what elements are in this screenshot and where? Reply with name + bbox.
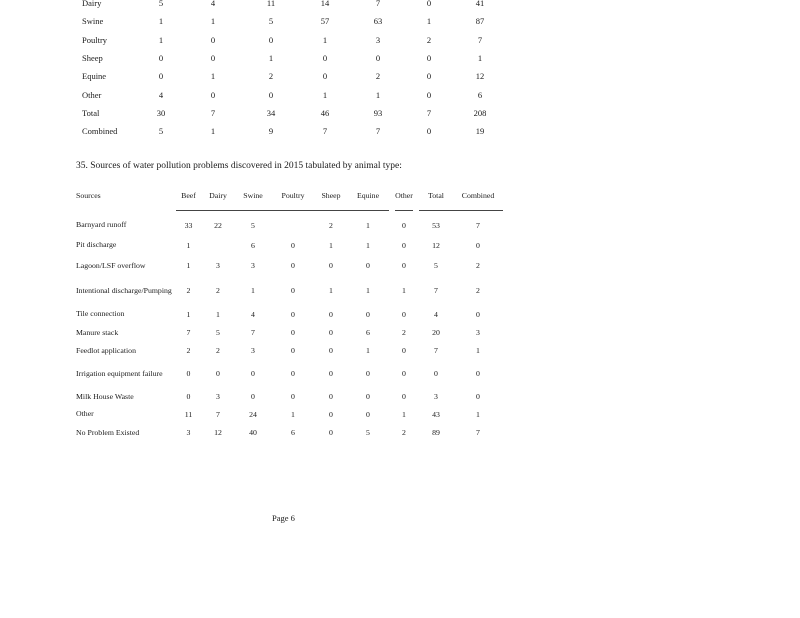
table-cell: 0	[210, 34, 216, 45]
source-label: No Problem Existed	[76, 427, 140, 437]
table-cell: 24	[249, 409, 257, 419]
table-row	[82, 122, 506, 140]
top-table-body	[82, 0, 506, 140]
table-cell: 0	[426, 53, 432, 64]
table-cell: 0	[476, 240, 480, 250]
row-label: Equine	[82, 71, 107, 82]
column-header: Other	[395, 191, 413, 200]
table-cell: 1	[366, 240, 370, 250]
table-cell: 0	[402, 392, 406, 401]
table-cell: 2	[375, 71, 381, 82]
table-cell: 2	[426, 34, 432, 45]
table-cell: 3	[216, 392, 220, 401]
table-cell: 1	[476, 409, 480, 419]
column-header: Sources	[76, 191, 101, 200]
table-cell: 22	[214, 220, 222, 230]
table-row	[76, 405, 503, 423]
header-rule	[176, 205, 389, 215]
table-cell: 6	[366, 328, 370, 337]
table-cell: 0	[329, 428, 333, 437]
table-cell: 7	[251, 328, 255, 337]
table-cell: 4	[158, 89, 164, 100]
source-label: Feedlot application	[76, 345, 136, 355]
row-label: Poultry	[82, 34, 108, 45]
table-cell: 0	[329, 328, 333, 337]
table-cell: 0	[216, 369, 220, 378]
page-number: Page 6	[272, 513, 295, 523]
table-cell: 1	[158, 34, 164, 45]
row-label: Other	[82, 89, 102, 100]
table-cell: 7	[322, 126, 328, 137]
table-cell: 0	[402, 261, 406, 270]
table-cell: 5	[251, 220, 255, 230]
table-row	[76, 305, 503, 323]
header-rule	[453, 205, 503, 215]
table-cell: 87	[475, 16, 485, 27]
table-cell: 7	[186, 328, 191, 337]
table-cell: 1	[251, 286, 255, 295]
table-cell: 7	[434, 346, 438, 355]
table-cell: 0	[329, 369, 333, 378]
table-cell: 4	[210, 0, 216, 9]
table-row	[76, 342, 503, 359]
table-cell: 1	[375, 89, 381, 100]
table-cell: 93	[373, 107, 383, 118]
table-cell: 14	[320, 0, 330, 9]
table-row	[76, 388, 503, 405]
table-cell: 2	[216, 286, 220, 295]
table-cell: 1	[322, 34, 328, 45]
table-cell: 5	[366, 428, 370, 437]
table-row	[82, 31, 506, 49]
table-cell: 0	[329, 409, 333, 419]
table-cell: 0	[291, 346, 295, 355]
column-header: Total	[428, 191, 444, 200]
table-cell: 3	[375, 34, 381, 45]
table-cell: 0	[426, 0, 432, 9]
table-cell: 0	[291, 286, 295, 295]
table-cell: 41	[475, 0, 485, 9]
table-cell: 0	[291, 261, 295, 270]
table-cell: 1	[329, 286, 333, 295]
row-label: Combined	[82, 126, 118, 137]
source-label: Barnyard runoff	[76, 220, 127, 229]
table-cell: 2	[402, 328, 406, 337]
table-cell: 7	[476, 220, 480, 230]
table-cell: 0	[476, 369, 480, 378]
table-cell: 3	[251, 346, 255, 355]
table-cell: 0	[366, 369, 370, 378]
table-cell: 1	[291, 409, 295, 419]
source-label: Other	[76, 409, 94, 418]
table-row	[76, 215, 503, 235]
table-cell: 0	[366, 409, 370, 419]
table-cell: 1	[268, 53, 274, 64]
table-cell: 2	[329, 220, 333, 230]
table-cell: 5	[158, 0, 164, 9]
table-row	[76, 276, 503, 305]
table-cell: 6	[251, 240, 255, 250]
table-cell: 0	[158, 53, 164, 64]
table-row	[76, 255, 503, 276]
header-rule	[389, 205, 419, 215]
table-row	[76, 323, 503, 342]
table-cell: 0	[476, 309, 480, 319]
table-cell: 0	[426, 89, 432, 100]
table-cell: 7	[426, 107, 432, 118]
table-cell	[271, 215, 315, 235]
table-cell: 1	[186, 240, 191, 250]
source-label: Manure stack	[76, 327, 119, 337]
table-cell: 5	[268, 16, 274, 27]
table-cell: 2	[402, 428, 406, 437]
table-cell: 7	[434, 286, 438, 295]
top-table	[82, 0, 506, 140]
table-cell: 0	[426, 126, 432, 137]
table-cell: 0	[251, 369, 255, 378]
table-cell: 1	[158, 16, 164, 27]
table-cell: 2	[476, 286, 480, 295]
table-cell: 0	[375, 53, 381, 64]
table-row	[82, 0, 506, 12]
table-cell: 5	[434, 261, 438, 270]
table-cell: 7	[210, 107, 216, 118]
table-cell: 33	[184, 220, 193, 230]
table-cell: 1	[322, 89, 328, 100]
table-cell: 0	[402, 240, 406, 250]
table-cell: 2	[268, 71, 274, 82]
table-cell: 0	[329, 261, 333, 270]
source-label: Intentional discharge/Pumping	[76, 285, 172, 295]
column-header: Sheep	[321, 191, 341, 200]
table-cell: 46	[320, 107, 330, 118]
table-cell	[201, 235, 235, 255]
table-cell: 0	[366, 392, 370, 401]
table-cell: 1	[186, 309, 191, 319]
source-label: Pit discharge	[76, 240, 117, 249]
table-cell: 0	[291, 328, 295, 337]
table-cell: 89	[432, 428, 440, 437]
table-cell: 7	[216, 409, 220, 419]
table-cell: 0	[329, 346, 333, 355]
table-cell: 0	[402, 309, 406, 319]
table-cell: 34	[266, 107, 276, 118]
table-cell: 0	[186, 392, 191, 401]
header-rule	[419, 205, 453, 215]
table-cell: 0	[158, 71, 164, 82]
table-cell: 0	[402, 220, 406, 230]
table-row	[82, 85, 506, 103]
source-label: Lagoon/LSF overflow	[76, 260, 146, 270]
table-cell: 0	[366, 261, 370, 270]
table-cell: 7	[476, 428, 480, 437]
table-cell: 1	[329, 240, 333, 250]
table-cell: 3	[216, 261, 220, 270]
table-cell: 1	[366, 220, 370, 230]
table-cell: 0	[329, 309, 333, 319]
table-cell: 0	[476, 392, 480, 401]
table-cell: 7	[375, 126, 381, 137]
table-cell: 0	[402, 369, 406, 378]
table-cell: 6	[291, 428, 295, 437]
table-cell: 0	[291, 369, 295, 378]
table-cell: 2	[216, 346, 220, 355]
table-cell: 1	[476, 346, 480, 355]
rule-spacer	[76, 205, 176, 215]
table-row	[76, 359, 503, 388]
table-cell: 0	[434, 369, 438, 378]
table-cell: 0	[366, 309, 370, 319]
header-rule-row	[76, 205, 503, 215]
table-cell: 30	[156, 107, 166, 118]
table-row	[82, 67, 506, 85]
table-row	[82, 49, 506, 67]
column-header: Equine	[356, 191, 380, 200]
column-header: Beef	[181, 191, 196, 200]
table-cell: 4	[434, 309, 438, 319]
table-cell: 0	[402, 346, 406, 355]
table-cell: 0	[268, 34, 274, 45]
table-cell: 0	[291, 309, 295, 319]
table-cell: 6	[477, 89, 483, 100]
table-cell: 4	[251, 309, 255, 319]
table-cell: 57	[320, 16, 330, 27]
row-label: Swine	[82, 16, 104, 27]
table-row	[82, 12, 506, 30]
table-cell: 43	[432, 409, 440, 419]
table-cell: 1	[186, 261, 191, 270]
table-cell: 5	[158, 126, 164, 137]
table-cell: 0	[291, 240, 295, 250]
table-cell: 3	[186, 428, 191, 437]
table-cell: 1	[210, 16, 216, 27]
table-cell: 1	[477, 53, 483, 64]
table-row	[82, 104, 506, 122]
section-caption: 35. Sources of water pollution problems discovered in 2015 tabulated by animal type:	[76, 161, 402, 171]
table-cell: 3	[476, 328, 480, 337]
table-cell: 0	[268, 89, 274, 100]
table-cell: 1	[216, 309, 220, 319]
row-label: Dairy	[82, 0, 102, 9]
column-header: Combined	[461, 191, 495, 200]
header-row	[76, 186, 503, 205]
table-cell: 0	[322, 71, 328, 82]
table-cell: 12	[214, 428, 222, 437]
table-cell: 53	[432, 220, 440, 230]
row-label: Total	[82, 107, 100, 118]
table-row	[76, 235, 503, 255]
table-cell: 0	[251, 392, 255, 401]
table-cell: 0	[210, 89, 216, 100]
table-cell: 0	[322, 53, 328, 64]
table-cell: 11	[184, 409, 193, 419]
table-cell: 12	[475, 71, 485, 82]
table-cell: 0	[186, 369, 191, 378]
table-cell: 7	[375, 0, 381, 9]
table-cell: 1	[366, 346, 370, 355]
table-cell: 7	[477, 34, 483, 45]
table-cell: 2	[186, 286, 191, 295]
column-header: Dairy	[209, 191, 227, 200]
table-cell: 20	[432, 328, 440, 337]
table-cell: 1	[210, 71, 216, 82]
table-cell: 11	[266, 0, 276, 9]
table-cell: 2	[476, 261, 480, 270]
table-cell: 19	[475, 126, 485, 137]
table-cell: 3	[434, 392, 438, 401]
source-label: Milk House Waste	[76, 391, 134, 401]
table-cell: 5	[216, 328, 220, 337]
column-header: Poultry	[281, 191, 305, 200]
table-cell: 9	[268, 126, 274, 137]
table-cell: 63	[373, 16, 383, 27]
source-label: Irrigation equipment failure	[76, 368, 163, 378]
table-cell: 1	[402, 286, 406, 295]
source-label: Tile connection	[76, 309, 125, 318]
table-cell: 1	[366, 286, 370, 295]
table-cell: 1	[210, 126, 216, 137]
table-cell: 208	[473, 107, 487, 118]
table-cell: 0	[426, 71, 432, 82]
row-label: Sheep	[82, 53, 103, 64]
table-cell: 0	[210, 53, 216, 64]
table-cell: 3	[251, 261, 255, 270]
table-row	[76, 423, 503, 442]
table-cell: 0	[291, 392, 295, 401]
table-cell: 0	[329, 392, 333, 401]
table-cell: 2	[186, 346, 191, 355]
table-cell: 1	[426, 16, 432, 27]
column-header: Swine	[243, 191, 263, 200]
table-cell: 1	[402, 409, 406, 419]
pollution-sources-table	[76, 186, 503, 442]
table-body	[76, 215, 503, 442]
table-cell: 12	[432, 240, 440, 250]
table-cell: 40	[249, 428, 257, 437]
table-header	[76, 186, 503, 215]
